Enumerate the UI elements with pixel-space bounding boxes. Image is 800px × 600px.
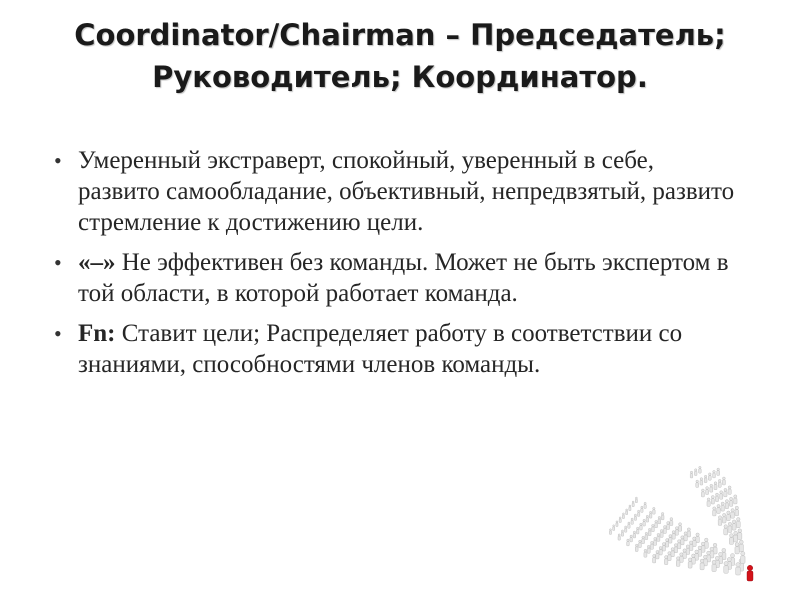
bullet-text: Умеренный экстраверт, спокойный, уверенный в себе, развито самообладание, объективный, непредвзятый, развито стремление к достижению цели. (78, 147, 735, 236)
bullet-text: Ставит цели; Распределяет работу в соответствии со знаниями, способностями членов команды. (78, 320, 683, 378)
bullet-prefix: «–» (78, 249, 116, 276)
leader-figure-icon (747, 565, 753, 581)
crowd-arrow-leader-icon (600, 462, 800, 600)
bullet-item (56, 145, 736, 238)
bullet-item (56, 318, 736, 380)
bullet-text: Не эффективен без команды. Может не быть экспертом в той области, в которой работает команда. (78, 249, 729, 307)
slide-title (0, 14, 800, 98)
bullet-item (56, 247, 736, 309)
bullet-dot: • (54, 250, 62, 275)
bullet-dot: • (54, 148, 62, 173)
crowd-figures (609, 466, 745, 575)
slide-title-line-2: Руководитель; Координатор. (152, 60, 648, 94)
bullet-prefix: Fn: (78, 320, 116, 347)
bullet-dot: • (54, 321, 62, 346)
bullet-list (56, 145, 736, 389)
slide-title-line-1: Coordinator/Chairman – Председатель; (74, 18, 726, 52)
